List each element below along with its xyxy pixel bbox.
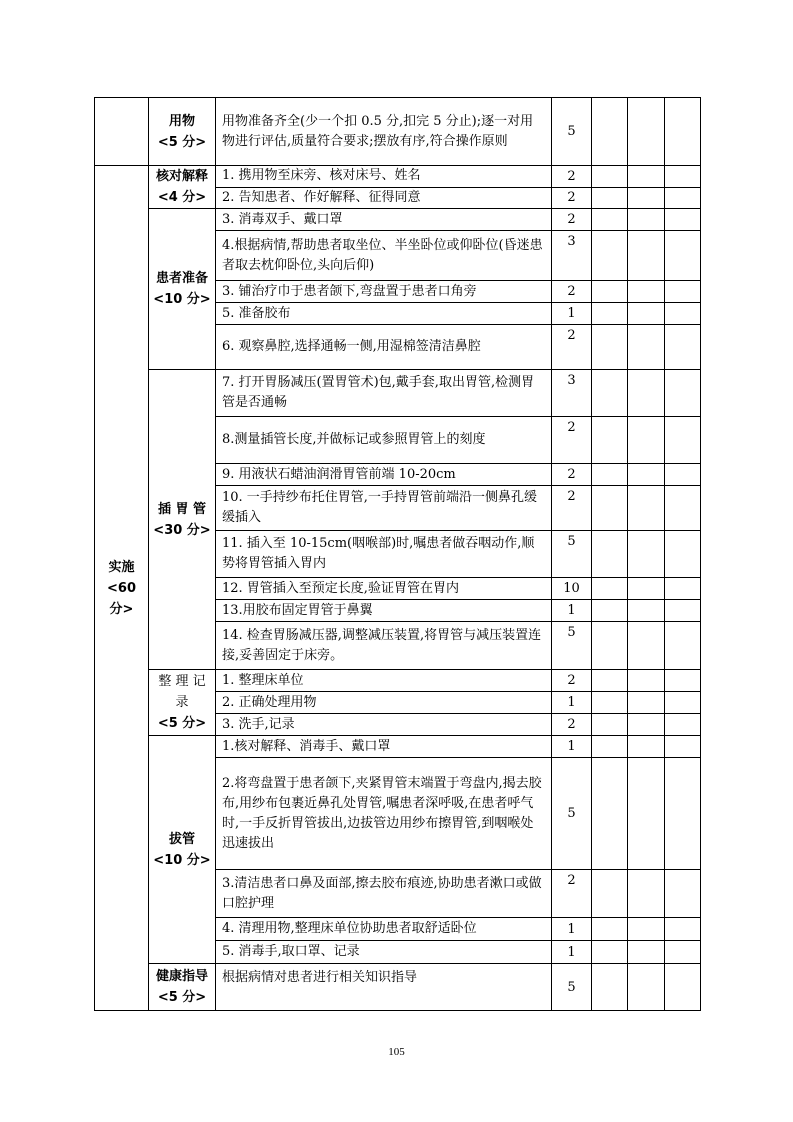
- category-points: <4 分>: [157, 190, 207, 205]
- table-row: [95, 166, 701, 188]
- step-score: 5: [552, 964, 592, 1011]
- blank-cell: [665, 166, 701, 188]
- blank-cell: [592, 714, 628, 736]
- blank-cell: [628, 486, 665, 531]
- step-score: 5: [552, 758, 592, 870]
- step-description: 13.用胶布固定胃管于鼻翼: [216, 600, 552, 622]
- blank-cell: [628, 870, 665, 918]
- blank-cell: [665, 736, 701, 758]
- step-score: 3: [552, 370, 592, 417]
- blank-cell: [628, 370, 665, 417]
- step-description: 4.根据病情,帮助患者取坐位、半坐卧位或仰卧位(昏迷患者取去枕仰卧位,头向后仰): [216, 231, 552, 281]
- category-baguan: [149, 736, 216, 964]
- category-points: <5 分>: [157, 134, 207, 150]
- table-row: [95, 209, 701, 231]
- blank-cell: [665, 370, 701, 417]
- table-row: [95, 98, 701, 166]
- blank-cell: [628, 281, 665, 303]
- step-description: 3. 洗手,记录: [216, 714, 552, 736]
- step-description: 6. 观察鼻腔,选择通畅一侧,用湿棉签清洁鼻腔: [216, 325, 552, 370]
- blank-cell: [592, 98, 628, 166]
- blank-cell: [628, 187, 665, 209]
- table-row: [95, 736, 701, 758]
- step-description: 1. 整理床单位: [216, 670, 552, 692]
- section-points: <60: [107, 580, 136, 596]
- category-label: 用物: [168, 113, 195, 129]
- step-score: 3: [552, 231, 592, 281]
- category-label: 患者准备: [155, 271, 208, 286]
- blank-cell: [628, 692, 665, 714]
- step-description: 2.将弯盘置于患者颌下,夹紧胃管末端置于弯盘内,揭去胶布,用纱布包裹近鼻孔处胃管,嘱患者深呼吸,在患者呼气时,一手反折胃管拔出,边拔管边用纱布擦胃管,到咽喉处迅速拔出: [216, 758, 552, 870]
- category-points: <10 分>: [153, 292, 211, 307]
- table-row: [95, 670, 701, 692]
- step-description: 7. 打开胃肠减压(置胃管术)包,戴手套,取出胃管,检测胃管是否通畅: [216, 370, 552, 417]
- blank-cell: [665, 531, 701, 578]
- blank-cell: [665, 941, 701, 964]
- blank-cell: [592, 486, 628, 531]
- blank-cell: [628, 417, 665, 464]
- step-description: 14. 检查胃肠减压器,调整减压装置,将胃管与减压装置连接,妥善固定于床旁。: [216, 622, 552, 670]
- blank-cell: [665, 464, 701, 486]
- step-description: 2. 告知患者、作好解释、征得同意: [216, 187, 552, 209]
- step-score: 2: [552, 187, 592, 209]
- blank-cell: [628, 758, 665, 870]
- blank-cell: [592, 736, 628, 758]
- step-description: 1.核对解释、消毒手、戴口罩: [216, 736, 552, 758]
- blank-cell: [592, 325, 628, 370]
- blank-cell: [665, 486, 701, 531]
- blank-cell: [665, 231, 701, 281]
- step-description: 11. 插入至 10-15cm(咽喉部)时,嘱患者做吞咽动作,顺势将胃管插入胃内: [216, 531, 552, 578]
- blank-cell: [592, 166, 628, 188]
- step-description: 5. 消毒手,取口罩、记录: [216, 941, 552, 964]
- category-jiankang: [149, 964, 216, 1011]
- step-description: 10. 一手持纱布托住胃管,一手持胃管前端沿一侧鼻孔缓缓插入: [216, 486, 552, 531]
- blank-cell: [592, 370, 628, 417]
- step-score: 1: [552, 941, 592, 964]
- blank-cell: [592, 209, 628, 231]
- category-label: 健康指导: [155, 969, 208, 984]
- blank-cell: [592, 918, 628, 941]
- blank-cell: [665, 964, 701, 1011]
- blank-cell: [592, 758, 628, 870]
- blank-cell: [665, 600, 701, 622]
- step-description: 2. 正确处理用物: [216, 692, 552, 714]
- category-points: <30 分>: [153, 522, 211, 538]
- step-description: 5. 准备胶布: [216, 303, 552, 325]
- category-chaweiguan: [149, 370, 216, 670]
- category-points: <5 分>: [157, 990, 207, 1005]
- blank-cell: [665, 325, 701, 370]
- blank-cell: [592, 964, 628, 1011]
- category-label: 插 胃 管: [157, 501, 207, 517]
- blank-cell: [592, 187, 628, 209]
- step-score: 2: [552, 281, 592, 303]
- step-score: 1: [552, 600, 592, 622]
- category-label: 核对解释: [155, 169, 208, 184]
- blank-cell: [628, 736, 665, 758]
- step-score: 1: [552, 692, 592, 714]
- step-description: 12. 胃管插入至预定长度,验证胃管在胃内: [216, 578, 552, 600]
- category-zhengli: [149, 670, 216, 736]
- blank-cell: [628, 600, 665, 622]
- section-shishi: [95, 166, 149, 1011]
- blank-cell: [665, 670, 701, 692]
- step-score: 10: [552, 578, 592, 600]
- step-description: 3. 铺治疗巾于患者颌下,弯盘置于患者口角旁: [216, 281, 552, 303]
- category-points: <10 分>: [153, 852, 211, 868]
- step-score: 1: [552, 918, 592, 941]
- blank-cell: [592, 870, 628, 918]
- blank-cell: [665, 187, 701, 209]
- blank-cell: [665, 578, 701, 600]
- step-score: 2: [552, 417, 592, 464]
- blank-cell: [592, 231, 628, 281]
- category-yongwu: [149, 98, 216, 166]
- step-description: 3. 消毒双手、戴口罩: [216, 209, 552, 231]
- category-label: 整 理 记 录: [158, 674, 206, 710]
- step-description: 8.测量插管长度,并做标记或参照胃管上的刻度: [216, 417, 552, 464]
- category-huanzhe: [149, 209, 216, 370]
- step-description: 用物准备齐全(少一个扣 0.5 分,扣完 5 分止);逐一对用物进行评估,质量符合要求;摆放有序,符合操作原则: [216, 98, 552, 166]
- blank-cell: [665, 417, 701, 464]
- blank-cell: [628, 98, 665, 166]
- blank-cell: [665, 209, 701, 231]
- step-description: 4. 清理用物,整理床单位协助患者取舒适卧位: [216, 918, 552, 941]
- step-score: 1: [552, 736, 592, 758]
- category-points: <5 分>: [157, 716, 207, 731]
- step-score: 5: [552, 622, 592, 670]
- blank-cell: [665, 98, 701, 166]
- blank-cell: [628, 578, 665, 600]
- blank-cell: [665, 870, 701, 918]
- section-points-cont: 分>: [109, 601, 134, 617]
- step-score: 1: [552, 303, 592, 325]
- blank-cell: [628, 941, 665, 964]
- blank-cell: [628, 209, 665, 231]
- blank-cell: [628, 964, 665, 1011]
- section-cell-empty: [95, 98, 149, 166]
- blank-cell: [665, 281, 701, 303]
- blank-cell: [628, 670, 665, 692]
- step-description: 1. 携用物至床旁、核对床号、姓名: [216, 166, 552, 188]
- blank-cell: [628, 464, 665, 486]
- blank-cell: [628, 166, 665, 188]
- step-score: 2: [552, 464, 592, 486]
- step-score: 2: [552, 166, 592, 188]
- page-number: 105: [388, 1046, 405, 1058]
- step-score: 2: [552, 670, 592, 692]
- blank-cell: [592, 670, 628, 692]
- step-score: 2: [552, 870, 592, 918]
- blank-cell: [592, 622, 628, 670]
- step-score: 2: [552, 209, 592, 231]
- step-score: 2: [552, 486, 592, 531]
- blank-cell: [665, 303, 701, 325]
- step-score: 2: [552, 325, 592, 370]
- blank-cell: [665, 692, 701, 714]
- blank-cell: [665, 714, 701, 736]
- blank-cell: [592, 578, 628, 600]
- blank-cell: [665, 622, 701, 670]
- step-description: 3.清洁患者口鼻及面部,擦去胶布痕迹,协助患者漱口或做口腔护理: [216, 870, 552, 918]
- step-description: 9. 用液状石蜡油润滑胃管前端 10-20cm: [216, 464, 552, 486]
- table-row: [95, 964, 701, 1011]
- blank-cell: [628, 622, 665, 670]
- scoring-table: [94, 97, 701, 1011]
- blank-cell: [592, 281, 628, 303]
- table-row: [95, 370, 701, 417]
- step-score: 5: [552, 98, 592, 166]
- blank-cell: [628, 325, 665, 370]
- blank-cell: [628, 231, 665, 281]
- blank-cell: [628, 303, 665, 325]
- step-score: 2: [552, 714, 592, 736]
- blank-cell: [628, 714, 665, 736]
- blank-cell: [592, 692, 628, 714]
- blank-cell: [592, 303, 628, 325]
- step-description: 根据病情对患者进行相关知识指导: [216, 964, 552, 1011]
- category-label: 拔管: [168, 831, 195, 847]
- blank-cell: [592, 531, 628, 578]
- blank-cell: [592, 417, 628, 464]
- blank-cell: [592, 941, 628, 964]
- blank-cell: [665, 918, 701, 941]
- blank-cell: [628, 531, 665, 578]
- step-score: 5: [552, 531, 592, 578]
- blank-cell: [665, 758, 701, 870]
- section-label: 实施: [108, 559, 135, 575]
- blank-cell: [592, 464, 628, 486]
- category-hedui: [149, 166, 216, 209]
- blank-cell: [592, 600, 628, 622]
- blank-cell: [628, 918, 665, 941]
